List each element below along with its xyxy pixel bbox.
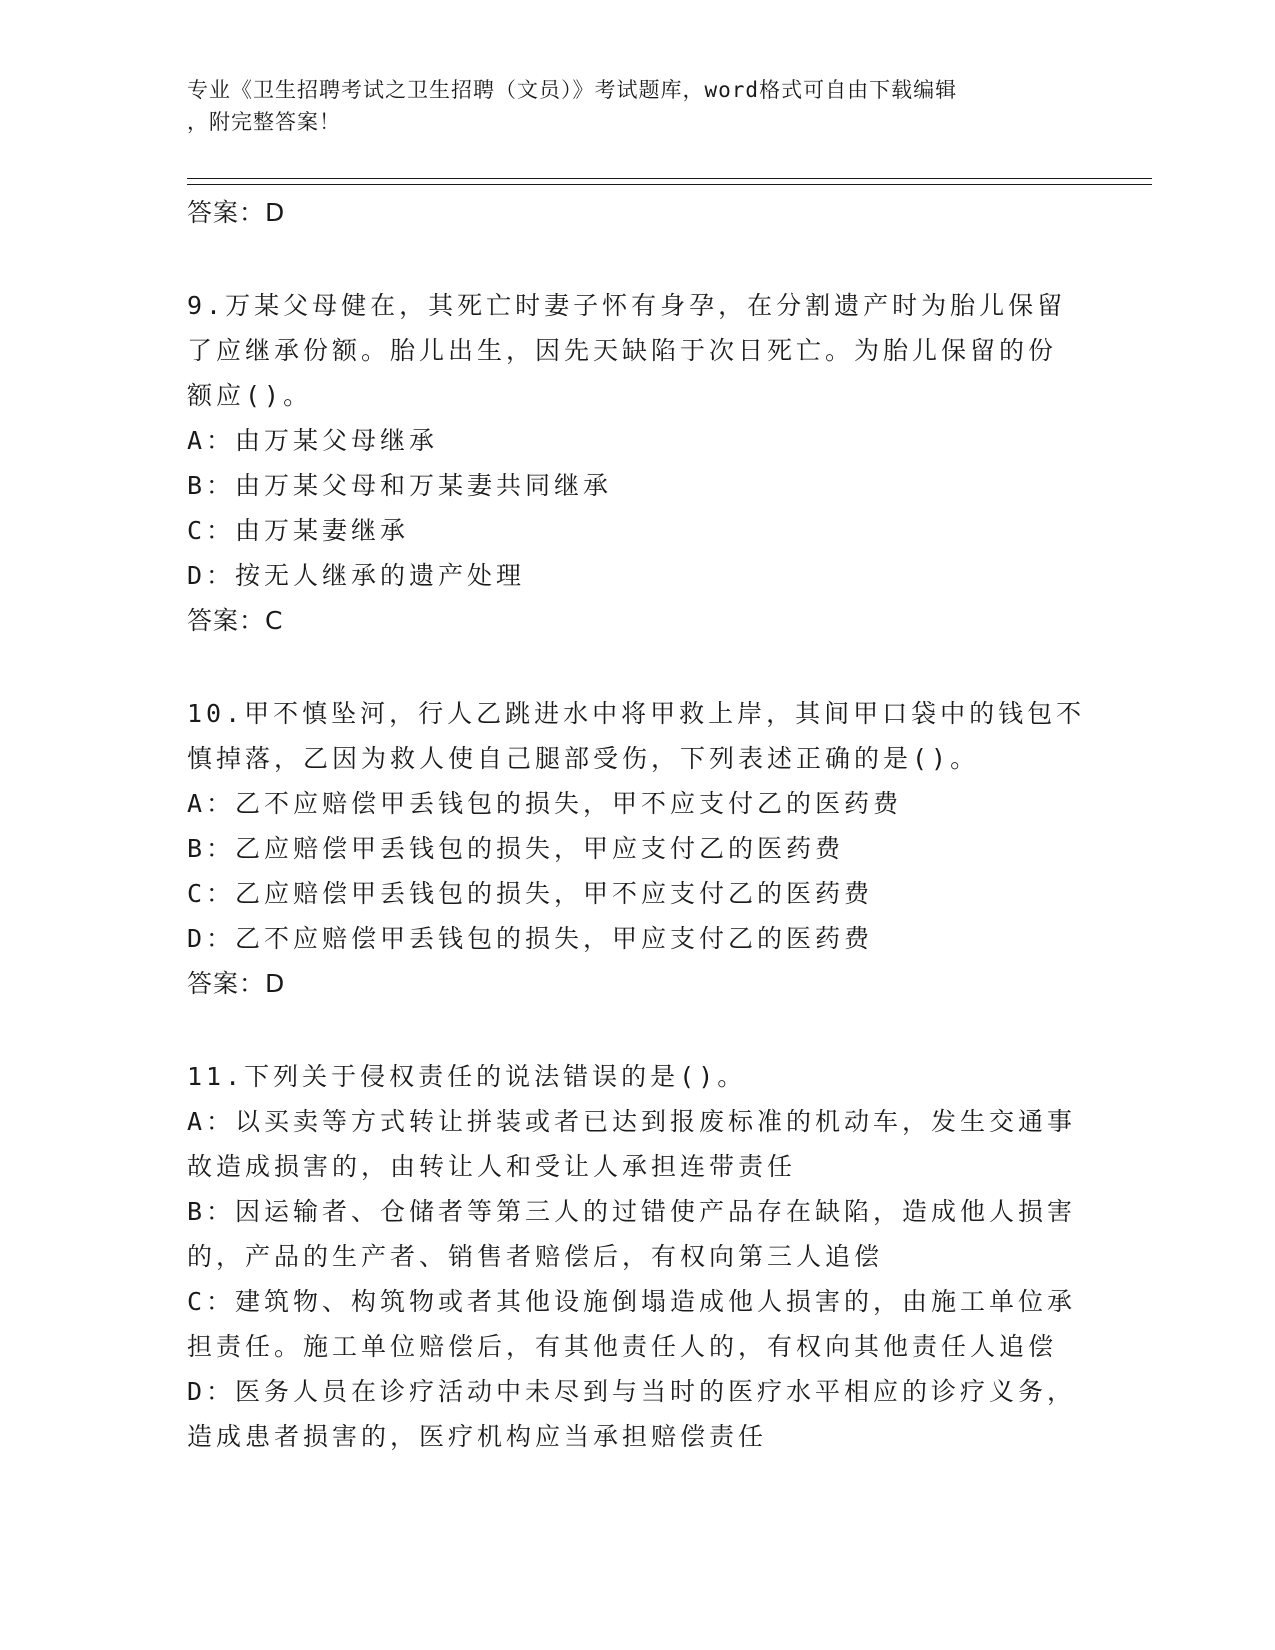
option-a: A：由万某父母继承: [187, 426, 439, 455]
option-b-continued: 的，产品的生产者、销售者赔偿后，有权向第三人追偿: [187, 1242, 884, 1271]
question-stem: 9.万某父母健在，其死亡时妻子怀有身孕，在分割遗产时为胎儿保留: [187, 291, 1067, 320]
question-9: [187, 283, 1087, 643]
header-divider: [187, 178, 1152, 179]
question-stem: 10.甲不慎坠河，行人乙跳进水中将甲救上岸，其间甲口袋中的钱包不: [187, 699, 1086, 728]
option-d-continued: 造成患者损害的，医疗机构应当承担赔偿责任: [187, 1422, 768, 1451]
option-a-continued: 故造成损害的，由转让人和受让人承担连带责任: [187, 1152, 797, 1181]
option-c: C：建筑物、构筑物或者其他设施倒塌造成他人损害的，由施工单位承: [187, 1287, 1077, 1316]
question-stem: 了应继承份额。胎儿出生，因先天缺陷于次日死亡。为胎儿保留的份: [187, 336, 1058, 365]
option-d: D：乙不应赔偿甲丢钱包的损失，甲应支付乙的医药费: [187, 924, 874, 953]
header-line: ，附完整答案！: [187, 110, 341, 134]
header-divider: [187, 184, 1152, 185]
question-11: [187, 1054, 1087, 1459]
option-b: B：由万某父母和万某妻共同继承: [187, 471, 613, 500]
answer-line: 答案：D: [187, 969, 286, 998]
question-stem: 慎掉落，乙因为救人使自己腿部受伤，下列表述正确的是()。: [187, 744, 980, 773]
option-a: A：乙不应赔偿甲丢钱包的损失，甲不应支付乙的医药费: [187, 789, 903, 818]
question-list: [187, 190, 1087, 1459]
option-d: D：按无人继承的遗产处理: [187, 561, 526, 590]
option-a: A：以买卖等方式转让拼装或者已达到报废标准的机动车，发生交通事: [187, 1107, 1077, 1136]
page-header: [187, 74, 1087, 138]
question-stem: 11.下列关于侵权责任的说法错误的是()。: [187, 1062, 747, 1091]
question-stem: 额应()。: [187, 381, 313, 410]
header-line: 专业《卫生招聘考试之卫生招聘（文员）》考试题库，word格式可自由下载编辑: [187, 78, 958, 102]
option-c: C：乙应赔偿甲丢钱包的损失，甲不应支付乙的医药费: [187, 879, 874, 908]
question-10: [187, 691, 1087, 1006]
option-d: D：医务人员在诊疗活动中未尽到与当时的医疗水平相应的诊疗义务，: [187, 1377, 1077, 1406]
answer-line: 答案：C: [187, 606, 284, 635]
option-c: C：由万某妻继承: [187, 516, 410, 545]
option-b: B：乙应赔偿甲丢钱包的损失，甲应支付乙的医药费: [187, 834, 845, 863]
option-b: B：因运输者、仓储者等第三人的过错使产品存在缺陷，造成他人损害: [187, 1197, 1077, 1226]
option-c-continued: 担责任。施工单位赔偿后，有其他责任人的，有权向其他责任人追偿: [187, 1332, 1058, 1361]
answer-line: 答案：D: [187, 198, 286, 227]
